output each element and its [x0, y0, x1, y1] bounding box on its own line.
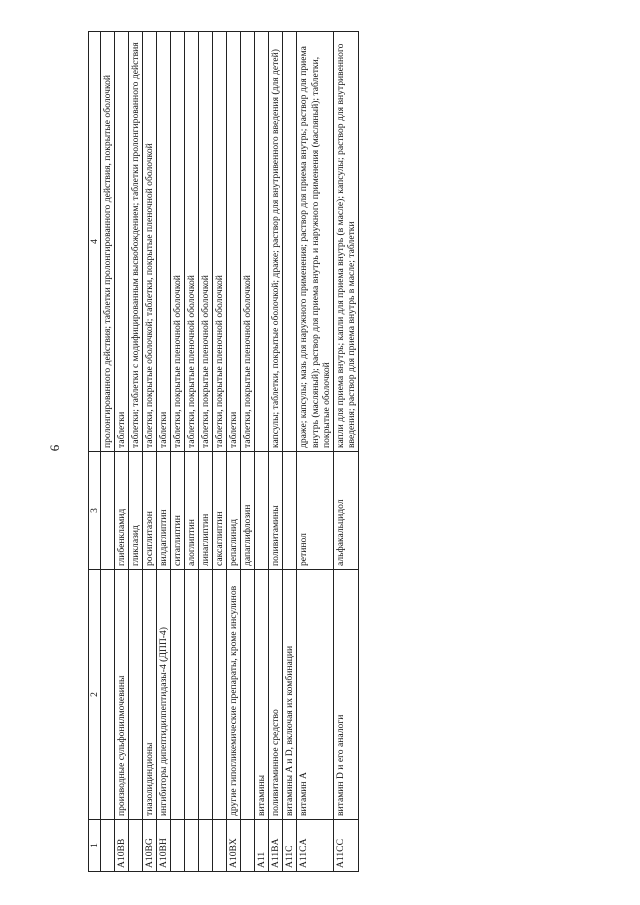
table-row — [129, 32, 143, 872]
cell-form: таблетки — [157, 32, 171, 452]
cell-group — [129, 570, 143, 820]
table-row — [283, 32, 297, 872]
table-row — [185, 32, 199, 872]
table-row — [157, 32, 171, 872]
cell-form: капсулы; таблетки, покрытые оболочкой; драже; раствор для внутривенного введения (для детей) — [269, 32, 283, 452]
cell-name: ретинол — [297, 452, 333, 570]
table-row — [269, 32, 283, 872]
header-cell: 1 — [89, 820, 101, 872]
cell-name: линаглиптин — [199, 452, 213, 570]
cell-name: альфакальцидол — [333, 452, 358, 570]
header-cell: 2 — [89, 570, 101, 820]
cell-group: витамин D и его аналоги — [333, 570, 358, 820]
cell-form — [255, 32, 269, 452]
cell-group: производные сульфонилмочевины — [115, 570, 129, 820]
header-row — [89, 32, 101, 872]
cell-form: пролонгированного действия; таблетки пролонгированного действия, покрытые оболочкой — [101, 32, 115, 452]
cell-form: таблетки, покрытые пленочной оболочкой — [199, 32, 213, 452]
cell-code: A10BX — [227, 820, 241, 872]
cell-name: поливитамины — [269, 452, 283, 570]
cell-name — [283, 452, 297, 570]
table-row — [213, 32, 227, 872]
cell-code — [199, 820, 213, 872]
cell-group — [241, 570, 255, 820]
cell-group — [185, 570, 199, 820]
table-row — [297, 32, 333, 872]
cell-form: таблетки, покрытые пленочной оболочкой — [185, 32, 199, 452]
cell-form — [283, 32, 297, 452]
table-row — [115, 32, 129, 872]
cell-group: витамины — [255, 570, 269, 820]
table-row — [101, 32, 115, 872]
cell-form: таблетки — [227, 32, 241, 452]
cell-name: репаглинид — [227, 452, 241, 570]
cell-code: A11CA — [297, 820, 333, 872]
cell-name: глибенкламид — [115, 452, 129, 570]
cell-name: гликлазид — [129, 452, 143, 570]
cell-code: A11CC — [333, 820, 358, 872]
cell-form: таблетки, покрытые пленочной оболочкой — [171, 32, 185, 452]
cell-code: A10BB — [115, 820, 129, 872]
cell-code: A11 — [255, 820, 269, 872]
table-row — [171, 32, 185, 872]
cell-form: драже; капсулы; мазь для наружного применения; раствор для приема внутрь; раствор для приема внутрь (масляный); раствор для приема внутрь и наружного применения (масляный); таблетки, покрытые оболочкой — [297, 32, 333, 452]
cell-name: алоглиптин — [185, 452, 199, 570]
cell-name — [255, 452, 269, 570]
cell-code — [241, 820, 255, 872]
cell-group: тиазолидиндионы — [143, 570, 157, 820]
page-number: 6 — [47, 444, 62, 452]
cell-group: поливитаминное средство — [269, 570, 283, 820]
cell-code — [213, 820, 227, 872]
table-row — [241, 32, 255, 872]
cell-group — [171, 570, 185, 820]
cell-name — [101, 452, 115, 570]
cell-code — [185, 820, 199, 872]
cell-group — [101, 570, 115, 820]
cell-code: A11BA — [269, 820, 283, 872]
cell-group: витамины A и D, включая их комбинации — [283, 570, 297, 820]
cell-code — [101, 820, 115, 872]
cell-name: дапаглифлозин — [241, 452, 255, 570]
cell-form: таблетки, покрытые оболочкой; таблетки, покрытые пленочной оболочкой — [143, 32, 157, 452]
header-cell: 3 — [89, 452, 101, 570]
table-row — [199, 32, 213, 872]
header-cell: 4 — [89, 32, 101, 452]
table-row — [255, 32, 269, 872]
cell-form: таблетки, покрытые пленочной оболочкой — [213, 32, 227, 452]
drug-table — [88, 31, 359, 872]
cell-code: A10BG — [143, 820, 157, 872]
cell-name: ситаглиптин — [171, 452, 185, 570]
cell-name: саксаглиптин — [213, 452, 227, 570]
cell-code: A11C — [283, 820, 297, 872]
cell-code — [129, 820, 143, 872]
table-row — [333, 32, 358, 872]
table-row — [227, 32, 241, 872]
cell-group — [213, 570, 227, 820]
cell-name: вилдаглиптин — [157, 452, 171, 570]
table-row — [143, 32, 157, 872]
cell-code: A10BH — [157, 820, 171, 872]
cell-code — [171, 820, 185, 872]
table-body — [101, 32, 359, 872]
cell-form: таблетки — [115, 32, 129, 452]
rotated-table-wrapper — [88, 32, 574, 872]
cell-form: таблетки; таблетки с модифицированным высвобождением; таблетки пролонгированного действия — [129, 32, 143, 452]
cell-name: росиглитазон — [143, 452, 157, 570]
cell-group: другие гипогликемические препараты, кроме инсулинов — [227, 570, 241, 820]
cell-form: таблетки, покрытые пленочной оболочкой — [241, 32, 255, 452]
cell-group: ингибиторы дипептидилпептидазы-4 (ДПП-4) — [157, 570, 171, 820]
cell-form: капли для приема внутрь; капли для приема внутрь (в масле); капсулы; раствор для внутривенного введения; раствор для приема внутрь в масле; таблетки — [333, 32, 358, 452]
cell-group — [199, 570, 213, 820]
cell-group: витамин A — [297, 570, 333, 820]
